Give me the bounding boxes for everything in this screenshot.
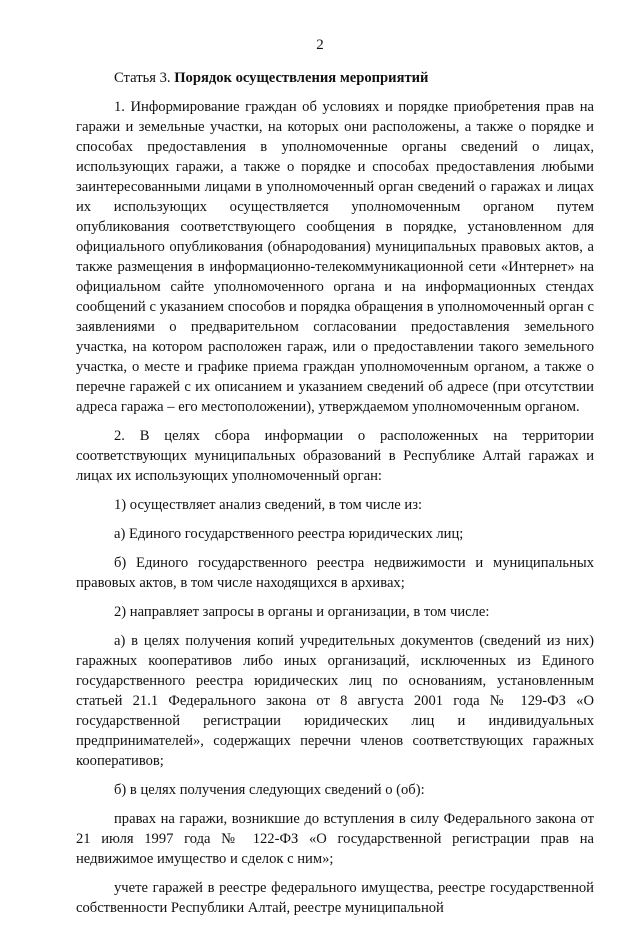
paragraph-informing: 1. Информирование граждан об условиях и порядке приобретения прав на гаражи и земельные участки, на которых они расположены, а также о порядке и способах предоставления в уполномоченные органы сведений о лицах, использующих гаражи, а также о порядке и способах предоставления любыми заинтересованными лицами в уполномоченный орган сведений о гаражах и лицах их использующих осуществляется уполномоченным органом путем опубликования соответствующего сообщения в порядке, установленном для официального опубликования (обнародования) муниципальных правовых актов, а также размещения в информационно-телекоммуникационной сети «Интернет» на официальном сайте уполномоченного органа и на информационных стендах сообщений с указанием способов и порядка обращения в уполномоченный орган с заявлениями о предварительном согласовании предоставления земельного участка, на котором расположен гараж, или о предоставлении такого земельного участка, о месте и графике приема граждан уполномоченным органом, а также о перечне гаражей с их описанием и указанием сведений об адресе (при отсутствии адреса гаража – его местоположении), утверждаемом уполномоченным органом. bbox=[76, 99, 594, 415]
paragraph-requests: 2) направляет запросы в органы и организации, в том числе: bbox=[114, 604, 490, 620]
paragraph-founding-documents: а) в целях получения копий учредительных документов (сведений из них) гаражных кооперативов либо иных организаций, исключенных из Единого государственного реестра юридических лиц по основаниям, установленным статьей 21.1 Федерального закона от 8 августа 2001 года № 129-ФЗ «О государственной регистрации юридических лиц и индивидуальных предпринимателей», содержащих перечни членов соответствующих гаражных кооперативов; bbox=[76, 633, 594, 769]
paragraph-garage-rights: правах на гаражи, возникшие до вступления в силу Федерального закона от 21 июля 1997 года № 122-ФЗ «О государственной регистрации прав на недвижимое имущество и сделок с ним»; bbox=[76, 811, 594, 867]
paragraph-property-registry: учете гаражей в реестре федерального имущества, реестре государственной собственности Республики Алтай, реестре муниципальной bbox=[76, 880, 594, 916]
article-heading bbox=[76, 68, 594, 88]
article-title: Порядок осуществления мероприятий bbox=[174, 70, 429, 86]
document-body bbox=[76, 68, 594, 927]
article-label: Статья 3. bbox=[114, 70, 171, 86]
paragraph-real-estate-registry: б) Единого государственного реестра недвижимости и муниципальных правовых актов, в том числе находящихся в архивах; bbox=[76, 555, 594, 591]
paragraph-legal-entities-registry: а) Единого государственного реестра юридических лиц; bbox=[114, 526, 464, 542]
paragraph-analysis: 1) осуществляет анализ сведений, в том числе из: bbox=[114, 497, 423, 513]
paragraph-information-about: б) в целях получения следующих сведений о (об): bbox=[114, 782, 425, 798]
paragraph-info-collection: 2. В целях сбора информации о расположенных на территории соответствующих муниципальных образований в Республике Алтай гаражах и лицах их использующих уполномоченный орган: bbox=[76, 428, 594, 484]
page-number: 2 bbox=[316, 37, 324, 53]
